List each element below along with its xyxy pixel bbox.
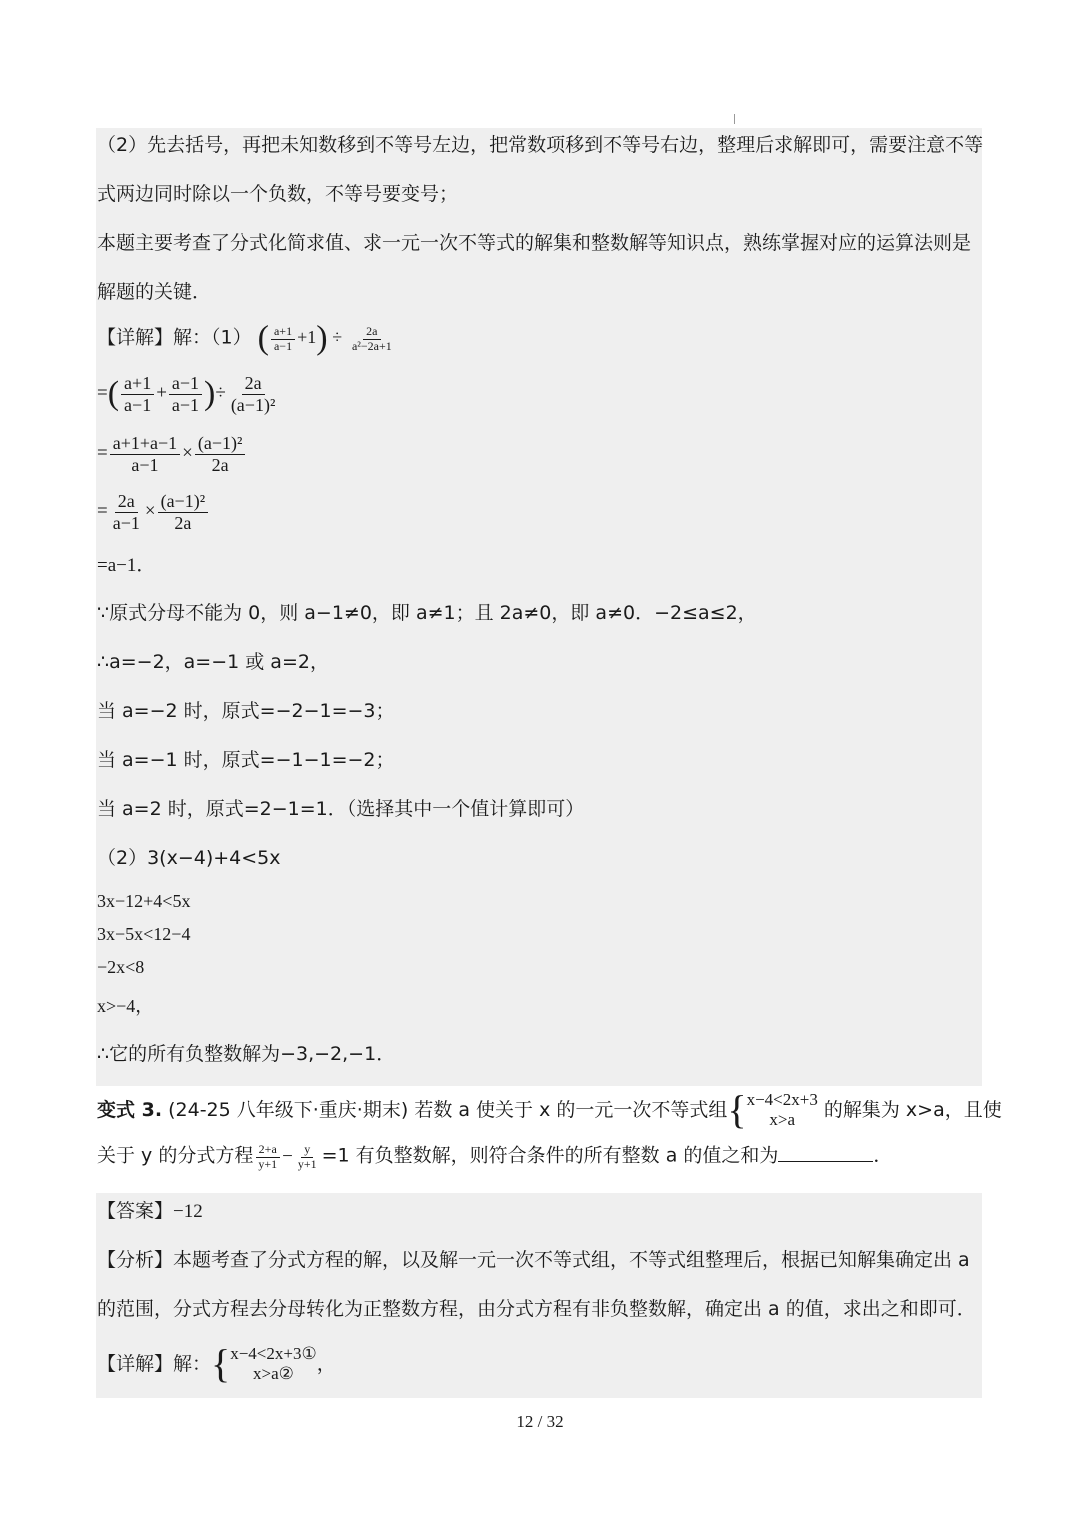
variant-question-line-2: 关于 y 的分式方程 $\frac{2+a}{y+1}$ − $\frac{y}{y+1}$ =1 有负整数解，则符合条件的所有整数 a 的值之和为 ．	[97, 1142, 893, 1171]
text-line: 解题的关键．	[97, 281, 212, 303]
page-number: 12 / 32	[516, 1412, 564, 1431]
answer-blank	[778, 1145, 873, 1162]
variant-label: 变式 3.	[97, 1098, 163, 1121]
detail-line: 【详解】解： { x−4<2x+3① x>a② ，	[97, 1341, 336, 1387]
text-line: 当 a=2 时，原式=2−1=1．（选择其中一个值计算即可）	[97, 798, 585, 820]
answer-label: 【答案】	[97, 1200, 174, 1222]
answer-value: −12	[173, 1201, 203, 1222]
detail-line-1: 【详解】解：（1） ( $\frac{a+1}{a-1}$ +1) ÷ $\frac{2a}{\text{a²−2a+1}}$	[97, 320, 392, 357]
text-line: 式两边同时除以一个负数，不等号要变号；	[97, 183, 459, 205]
text-line: 当 a=−2 时，原式=−2−1=−3；	[97, 700, 395, 722]
text-line: ∵原式分母不能为 0，则 a−1≠0，即 a≠1；且 2a≠0，即 a≠0．−2≤a≤2，	[97, 602, 757, 624]
math-line-5: =a−1．	[97, 555, 156, 576]
page-marker	[734, 114, 735, 124]
math-line: x>−4，	[97, 996, 154, 1016]
detail-label: 【详解】解：（1）	[97, 326, 252, 349]
text-line: （2）先去括号，再把未知数移到不等号左边，把常数项移到不等号右边，整理后求解即可，需要注意不等	[97, 134, 984, 156]
answer-line	[97, 1202, 203, 1221]
math-line: −2x<8	[97, 957, 145, 977]
text-line: （2）3(x−4)+4<5x	[97, 847, 281, 869]
text-line: ∴它的所有负整数解为−3,−2,−1．	[97, 1043, 396, 1065]
math-line-3: = $\frac{a+1+a-1}{a-1}$ × $\frac{\text{(a−1)²}}{2a}$	[97, 433, 247, 475]
text-line: 当 a=−1 时，原式=−1−1=−2；	[97, 749, 395, 771]
variant-question-line-1: 变式 3. (24-25 八年级下·重庆·期末) 若数 a 使关于 x 的一元一次不等式组 { x−4<2x+3 x>a 的解集为 x>a，且使	[97, 1087, 1002, 1133]
text-line: ∴a=−2，a=−1 或 a=2，	[97, 651, 329, 673]
analysis-line-1: 【分析】本题考查了分式方程的解，以及解一元一次不等式组，不等式组整理后，根据已知解集确定出 a	[97, 1249, 970, 1271]
math-line-4: = $\frac{2a}{a-1}$ × $\frac{\text{(a−1)²}}{2a}$	[97, 491, 210, 533]
math-line: 3x−5x<12−4	[97, 924, 191, 944]
analysis-line-2: 的范围，分式方程去分母转化为正整数方程，由分式方程有非负整数解，确定出 a 的值，求出之和即可．	[97, 1298, 976, 1320]
math-line-2: =( $\frac{a+1}{a-1}$ + $\frac{a-1}{a-1}$ )÷ $\frac{2a}{\text{(a−1)²}}$	[97, 373, 276, 415]
math-line: 3x−12+4<5x	[97, 891, 191, 911]
text-line: 本题主要考查了分式化简求值、求一元一次不等式的解集和整数解等知识点，熟练掌握对应的运算法则是	[97, 232, 972, 254]
variant-source: (24-25 八年级下·重庆·期末)	[168, 1098, 409, 1121]
